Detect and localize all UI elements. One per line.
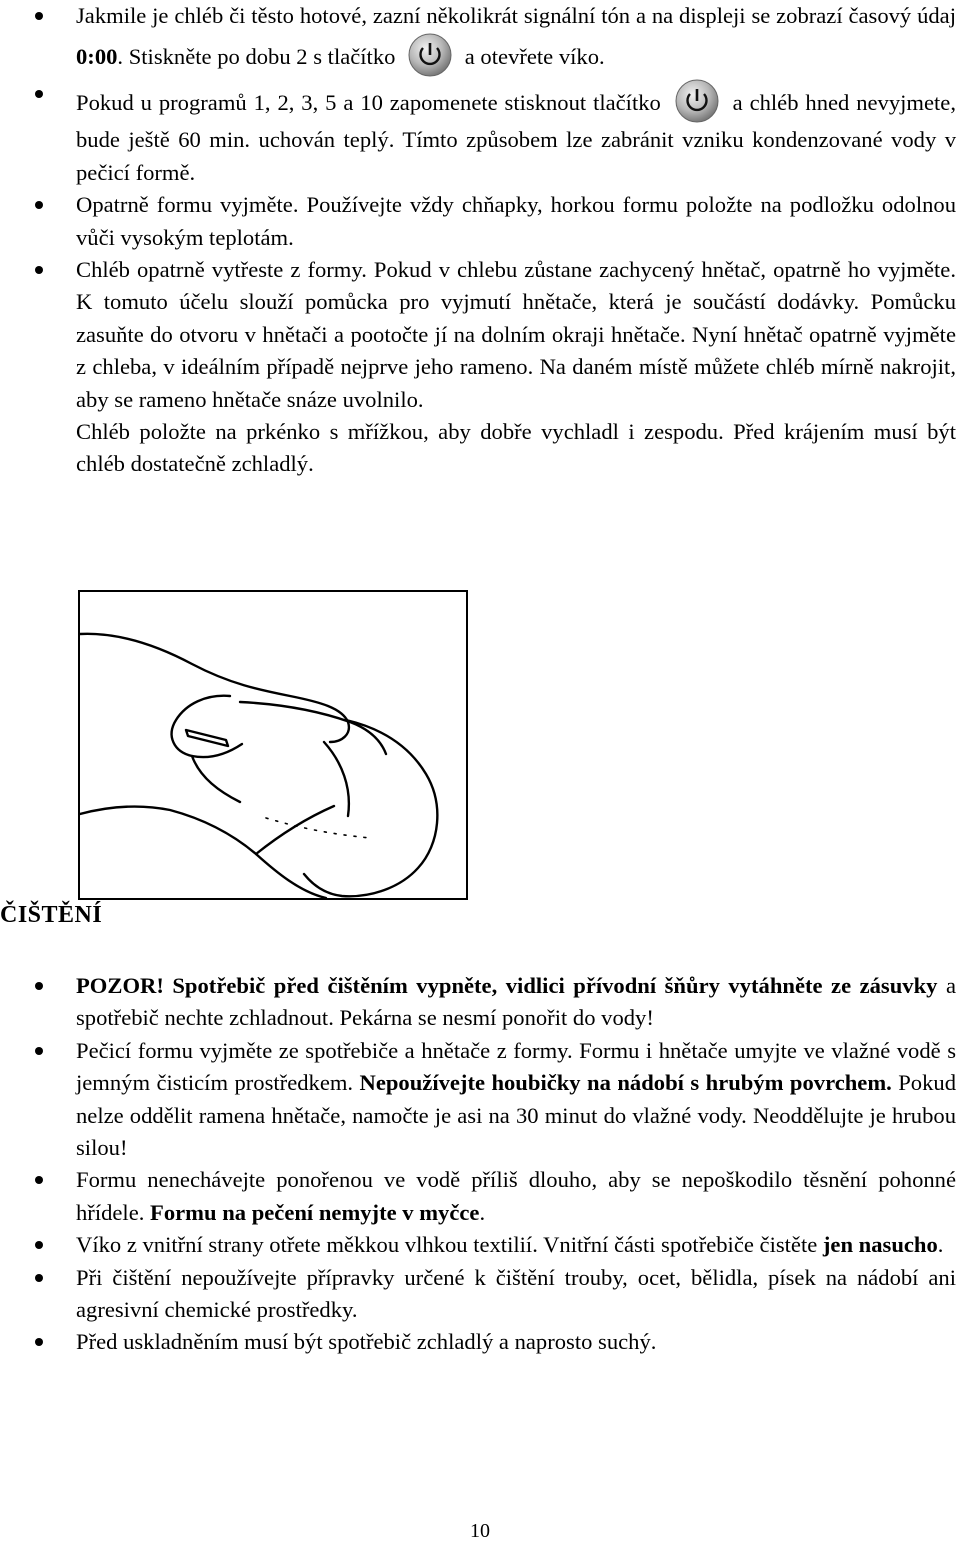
list-item: Chléb opatrně vytřeste z formy. Pokud v chlebu zůstane zachycený hnětač, opatrně ho vyjměte. K tomuto účelu slouží pomůcka pro vyjmutí hnětače, která je součástí dodávky. Pomůcku zasuňte do otvoru v hnětači a pootočte jí na dolním okraji hnětače. Nyní hnětač opatrně vyjměte z chleba, v ideálním případě nejprve jeho rameno. Na daném místě můžete chléb mírně nakrojit, aby se rameno hnětače snáze uvolnilo. [0,254,960,416]
power-button-icon [407,32,453,78]
bullet-icon [35,266,43,274]
list-item: Formu nenechávejte ponořenou ve vodě příliš dlouho, aby se nepoškodilo těsnění pohonné hřídele. Formu na pečení nemyjte v myčce. [0,1164,960,1229]
list-item: Jakmile je chléb či těsto hotové, zazní několikrát signální tón a na displeji se zobrazí časový údaj 0:00. Stiskněte po dobu 2 s tlačítko a otevřete víko. [0,0,960,78]
section-heading: ČIŠTĚNÍ [0,902,103,928]
bullet-icon [35,201,43,209]
page-number: 10 [470,1520,490,1542]
list-item: Před uskladněním musí být spotřebič zchladlý a naprosto suchý. [0,1326,960,1358]
instructions-list [0,0,960,481]
bullet-icon [35,1274,43,1282]
list-item: Pečicí formu vyjměte ze spotřebiče a hnětače z formy. Formu i hnětače umyjte ve vlažné vodě s jemným čisticím prostředkem. Nepoužívejte houbičky na nádobí s hrubým povrchem. Pokud nelze oddělit ramena hnětače, namočte je asi na 30 minut do vlažné vody. Neoddělujte je hrubou silou! [0,1035,960,1165]
bullet-icon [35,90,43,98]
power-button-icon [674,78,720,124]
list-item: POZOR! Spotřebič před čištěním vypněte, vidlici přívodní šňůry vytáhněte ze zásuvky a spotřebič nechte zchladnout. Pekárna se nesmí ponořit do vody! [0,970,960,1035]
bullet-icon [35,982,43,990]
list-item: Při čištění nepoužívejte přípravky určené k čištění trouby, ocet, bělidla, písek na nádobí ani agresivní chemické prostředky. [0,1262,960,1327]
paragraph: Chléb položte na prkénko s mřížkou, aby dobře vychladl i zespodu. Před krájením musí být chléb dostatečně zchladlý. [76,419,956,477]
bullet-icon [35,1338,43,1346]
list-item: Víko z vnitřní strany otřete měkkou vlhkou textilií. Vnitřní části spotřebiče čistěte jen nasucho. [0,1229,960,1261]
bullet-icon [35,1176,43,1184]
bullet-icon [35,1047,43,1055]
list-item: Opatrně formu vyjměte. Používejte vždy chňapky, horkou formu položte na podložku odolnou vůči vysokým teplotám. [0,189,960,254]
bullet-icon [35,12,43,20]
oven-mitt-illustration [78,590,468,900]
list-item: Pokud u programů 1, 2, 3, 5 a 10 zapomenete stisknout tlačítko a chléb hned nevyjmete, bude ještě 60 min. uchován teplý. Tímto způsobem lze zabránit vzniku kondenzované vody v pečicí formě. [0,78,960,189]
cleaning-list [0,970,960,1359]
bullet-icon [35,1241,43,1249]
